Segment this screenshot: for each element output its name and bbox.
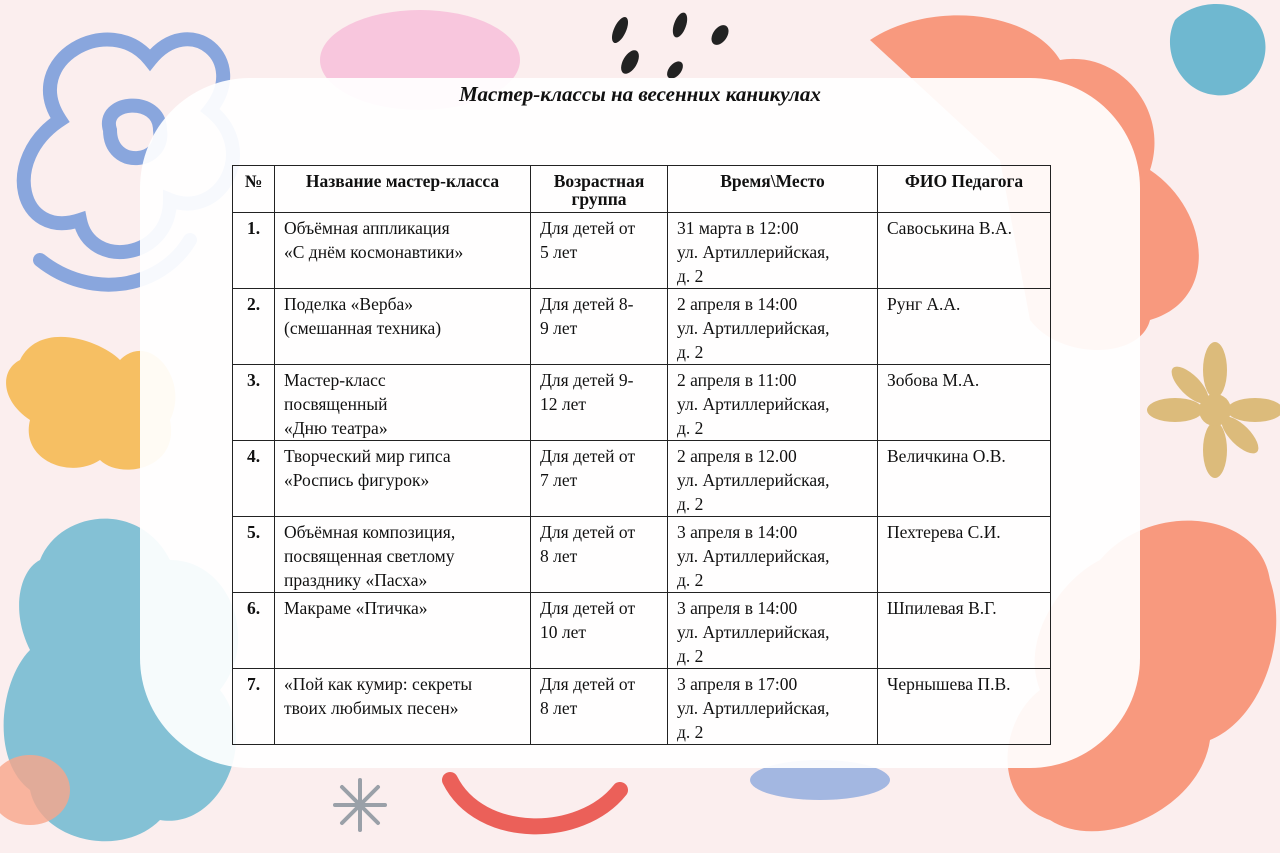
time-place-cell [668,365,878,441]
time-place-cell [668,669,878,745]
header-age-line: Возрастная [553,171,645,191]
class-name-cell [275,517,531,593]
time-place-line: ул. Артиллерийская, [677,394,830,414]
table-row [233,213,1051,289]
class-name-cell [275,669,531,745]
table-row [233,289,1051,365]
age-group-cell [531,593,668,669]
time-place-line: ул. Артиллерийская, [677,698,830,718]
time-place-cell [668,213,878,289]
table-row [233,441,1051,517]
teacher-cell: Рунг А.А. [878,289,1051,365]
time-place-line: д. 2 [677,418,704,438]
class-name-line: празднику «Пасха» [284,570,428,590]
time-place-line: 31 марта в 12:00 [677,218,799,238]
class-name-cell [275,441,531,517]
row-number: 1. [233,213,275,289]
teacher-cell: Пехтерева С.И. [878,517,1051,593]
age-group-line: Для детей от [540,218,636,238]
row-number: 5. [233,517,275,593]
time-place-line: д. 2 [677,266,704,286]
time-place-line: д. 2 [677,722,704,742]
row-number: 2. [233,289,275,365]
age-group-line: 5 лет [540,242,578,262]
class-name-cell [275,365,531,441]
header-teacher: ФИО Педагога [878,166,1051,213]
gray-sparkle-shape [335,780,385,830]
header-age [531,166,668,213]
time-place-line: 3 апреля в 14:00 [677,598,798,618]
age-group-cell [531,289,668,365]
time-place-line: д. 2 [677,494,704,514]
header-age-line: группа [571,189,627,209]
time-place-line: ул. Артиллерийская, [677,242,830,262]
header-number: № [233,166,275,213]
class-name-line: «Дню театра» [284,418,388,438]
page-title: Мастер-классы на весенних каникулах [459,82,821,106]
table-header-row [233,166,1051,213]
time-place-line: ул. Артиллерийская, [677,546,830,566]
black-dots-shape [609,11,732,82]
time-place-line: д. 2 [677,570,704,590]
class-name-line: твоих любимых песен» [284,698,459,718]
class-name-line: Поделка «Верба» [284,294,414,314]
time-place-line: 2 апреля в 11:00 [677,370,797,390]
age-group-line: Для детей от [540,522,636,542]
time-place-line: д. 2 [677,342,704,362]
table-row [233,669,1051,745]
age-group-cell [531,213,668,289]
teacher-cell: Шпилевая В.Г. [878,593,1051,669]
gold-sparkle-flower-shape [1147,342,1280,478]
age-group-line: 8 лет [540,698,578,718]
row-number: 4. [233,441,275,517]
teacher-cell: Чернышева П.В. [878,669,1051,745]
time-place-line: ул. Артиллерийская, [677,622,830,642]
row-number: 3. [233,365,275,441]
time-place-cell [668,517,878,593]
age-group-line: Для детей от [540,446,636,466]
age-group-line: Для детей от [540,674,636,694]
header-time: Время\Место [668,166,878,213]
class-name-cell [275,289,531,365]
time-place-cell [668,441,878,517]
row-number: 6. [233,593,275,669]
class-name-line: (смешанная техника) [284,318,442,338]
class-name-line: Макраме «Птичка» [284,598,428,618]
class-name-line: посвященная светлому [284,546,455,566]
teacher-cell: Зобова М.А. [878,365,1051,441]
age-group-line: 12 лет [540,394,587,414]
schedule-table [232,165,1051,745]
age-group-cell [531,517,668,593]
table-row [233,517,1051,593]
class-name-line: посвященный [284,394,388,414]
class-name-line: Объёмная композиция, [284,522,456,542]
time-place-line: 2 апреля в 14:00 [677,294,798,314]
class-name-line: «Роспись фигурок» [284,470,430,490]
time-place-cell [668,593,878,669]
age-group-line: 7 лет [540,470,578,490]
class-name-line: Мастер-класс [284,370,386,390]
age-group-cell [531,365,668,441]
time-place-line: 2 апреля в 12.00 [677,446,797,466]
age-group-cell [531,441,668,517]
time-place-line: ул. Артиллерийская, [677,470,830,490]
age-group-line: 9 лет [540,318,578,338]
time-place-cell [668,289,878,365]
class-name-cell [275,593,531,669]
age-group-line: Для детей 9- [540,370,634,390]
teacher-cell: Величкина О.В. [878,441,1051,517]
teacher-cell: Савоськина В.А. [878,213,1051,289]
age-group-line: 8 лет [540,546,578,566]
time-place-line: д. 2 [677,646,704,666]
class-name-line: Объёмная аппликация [284,218,450,238]
table-row [233,593,1051,669]
class-name-line: «Пой как кумир: секреты [284,674,473,694]
time-place-line: ул. Артиллерийская, [677,318,830,338]
age-group-line: 10 лет [540,622,587,642]
header-name: Название мастер-класса [275,166,531,213]
time-place-line: 3 апреля в 17:00 [677,674,798,694]
row-number: 7. [233,669,275,745]
red-scribble-shape [450,780,620,826]
table-row [233,365,1051,441]
age-group-cell [531,669,668,745]
class-name-cell [275,213,531,289]
age-group-line: Для детей 8- [540,294,634,314]
class-name-line: Творческий мир гипса [284,446,451,466]
age-group-line: Для детей от [540,598,636,618]
class-name-line: «С днём космонавтики» [284,242,464,262]
time-place-line: 3 апреля в 14:00 [677,522,798,542]
